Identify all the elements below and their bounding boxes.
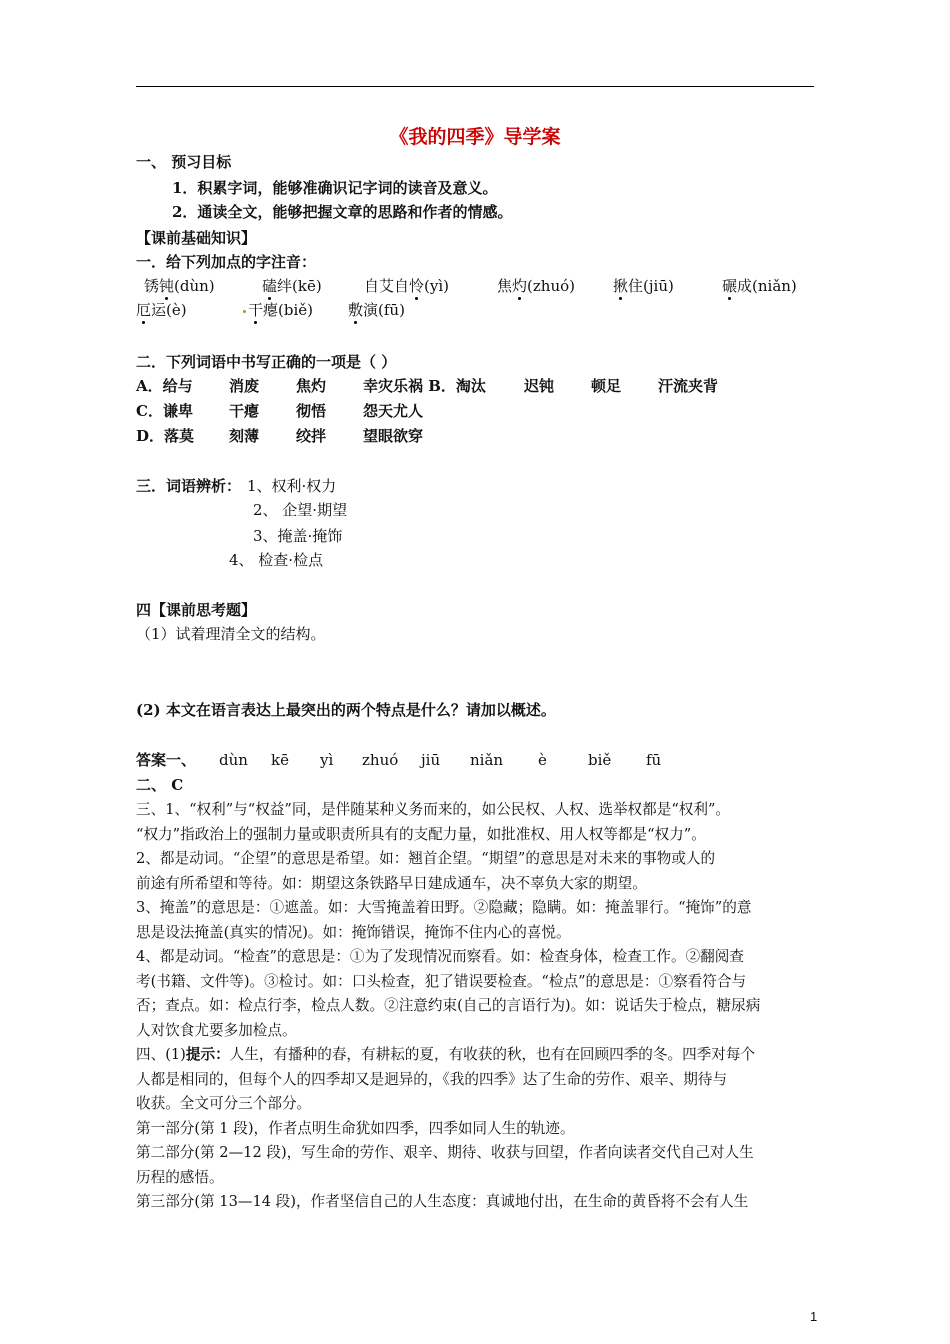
item-text: 演(fū) — [363, 301, 405, 319]
answer-line: 考(书籍、文件等)。③检讨。如：口头检查，犯了错误要检查。“检点”的意思是：①察看符合与 — [136, 973, 747, 990]
answer-line: 前途有所希望和等待。如：期望这条铁路早日建成通车，决不辜负大家的期望。 — [136, 875, 647, 892]
dotted-char: 碾 — [722, 277, 738, 295]
pinyin-item — [364, 276, 449, 296]
dotted-char: 敷 — [348, 301, 364, 319]
item-text: (dùn) — [174, 277, 215, 295]
item-text: 瘪(biě) — [263, 301, 313, 319]
option-d-word: 刻薄 — [229, 427, 260, 445]
option-a-word: 迟钝 — [524, 377, 555, 395]
pinyin-item — [262, 276, 322, 296]
option-c-word: 怨天尤人 — [363, 402, 424, 420]
q3-item-2: 2、 企望·期望 — [253, 501, 348, 519]
item-text: 自艾自 — [364, 277, 410, 295]
answer-1-label: 答案一、 — [136, 751, 197, 769]
answer-line: 否；查点。如：检点行李，检点人数。②注意约束(自己的言语行为)。如：说话失于检点，糖尿病 — [136, 997, 761, 1014]
dotted-char: 磕 — [262, 277, 278, 295]
q3-heading: 三．词语辨析： — [136, 477, 242, 495]
basics-heading: 【课前基础知识】 — [136, 229, 257, 247]
dotted-char: 厄 — [136, 301, 152, 319]
option-a-word: 焦灼 — [296, 377, 327, 395]
goal-1: 1．积累字词，能够准确识记字词的读音及意义。 — [172, 179, 498, 197]
item-text: 运(è) — [151, 301, 187, 319]
answer-pinyin: niǎn — [470, 751, 504, 769]
option-a-word: A．给与 — [136, 377, 193, 395]
dotted-char: 灼 — [512, 277, 528, 295]
q3-item-1: 1、权利·权力 — [247, 477, 337, 495]
answer-pinyin: jiū — [421, 751, 441, 769]
answer-line: 人对饮食尤要多加检点。 — [136, 1022, 297, 1039]
pinyin-item — [136, 300, 187, 320]
option-a-word: 幸灾乐祸 B．淘汰 — [363, 377, 486, 395]
answer-line: 三、1、“权利”与“权益”同，是伴随某种义务而来的，如公民权、人权、选举权都是“权利”。 — [136, 801, 731, 818]
dotted-char: 钝 — [159, 277, 175, 295]
answer-pinyin: è — [538, 751, 547, 769]
answer-line: “权力”指政治上的强制力量或职责所具有的支配力量，如批准权、用人权等都是“权力”。 — [136, 826, 706, 843]
item-text: 住(jiū) — [628, 277, 674, 295]
answer-line: 4、都是动词。“检查”的意思是：①为了发现情况而察看。如：检查身体，检查工作。②翻阅查 — [136, 948, 744, 965]
answer-4-text: 人生，有播种的春，有耕耘的夏，有收获的秋，也有在回顾四季的冬。四季对每个 — [229, 1046, 756, 1063]
page-title: 《我的四季》导学案 — [389, 126, 561, 148]
q4-sub-2: (2) 本文在语言表达上最突出的两个特点是什么？请加以概述。 — [136, 701, 556, 719]
item-text: 焦 — [497, 277, 513, 295]
answer-pinyin: zhuó — [362, 751, 399, 769]
pinyin-item — [243, 300, 313, 320]
item-text: (yì) — [424, 277, 450, 295]
answer-line: 3、掩盖”的意思是：①遮盖。如：大雪掩盖着田野。②隐藏；隐瞒。如：掩盖罪行。“掩饰”的意 — [136, 899, 752, 916]
answer-pinyin: dùn — [219, 751, 248, 769]
answer-line: 历程的感悟。 — [136, 1169, 224, 1186]
item-text: 成(niǎn) — [737, 277, 797, 295]
answer-line: 人都是相同的，但每个人的四季却又是迥异的，《我的四季》达了生命的劳作、艰辛、期待与 — [136, 1071, 728, 1088]
sec1-heading: 一、 预习目标 — [136, 153, 232, 171]
answer-4-first-line — [136, 1045, 755, 1065]
option-d-word: 望眼欲穿 — [363, 427, 424, 445]
q4-sub-1: （1）试着理清全文的结构。 — [136, 625, 326, 643]
answer-2: 二、 C — [136, 776, 184, 794]
page-number: 1 — [810, 1309, 818, 1324]
option-d-word: D．落莫 — [136, 427, 195, 445]
answer-line: 第二部分(第 2—12 段)，写生命的劳作、艰辛、期待、收获与回望，作者向读者交代自己对人生 — [136, 1144, 754, 1161]
answer-line: 第三部分(第 13—14 段)，作者坚信自己的人生态度：真诚地付出，在生命的黄昏将不会有人生 — [136, 1193, 749, 1210]
answer-line: 第一部分(第 1 段)，作者点明生命犹如四季，四季如同人生的轨迹。 — [136, 1120, 575, 1137]
q1-heading: 一．给下列加点的字注音： — [136, 253, 317, 271]
dotted-char: 揪 — [613, 277, 629, 295]
option-c-word: 干瘪 — [229, 402, 260, 420]
option-a-word: 顿足 — [591, 377, 622, 395]
dotted-char: 怜 — [409, 277, 425, 295]
pinyin-item — [144, 276, 215, 296]
option-d-word: 绞拌 — [296, 427, 327, 445]
goal-2: 2．通读全文，能够把握文章的思路和作者的情感。 — [172, 203, 513, 221]
pinyin-item — [722, 276, 797, 296]
q2-heading: 二．下列词语中书写正确的一项是（ ） — [136, 353, 397, 371]
answer-line: 收获。全文可分三个部分。 — [136, 1095, 312, 1112]
header-rule — [136, 86, 814, 87]
hint-label: 提示： — [185, 1046, 230, 1063]
answer-4-prefix: 四、(1) — [136, 1046, 186, 1063]
pinyin-item — [348, 300, 405, 320]
option-c-word: 彻悟 — [296, 402, 327, 420]
q3-item-3: 3、掩盖·掩饰 — [253, 527, 343, 545]
answer-pinyin: kē — [271, 751, 289, 769]
option-c-word: C．谦卑 — [136, 402, 193, 420]
dotted-char: 干 — [248, 301, 264, 319]
item-text: 锈 — [144, 277, 160, 295]
answer-pinyin: fū — [646, 751, 662, 769]
option-a-word: 消废 — [229, 377, 260, 395]
item-text: (zhuó) — [527, 277, 575, 295]
answer-pinyin: yì — [320, 751, 334, 769]
item-text: 绊(kē) — [277, 277, 322, 295]
q3-item-4: 4、 检查·检点 — [229, 551, 324, 569]
option-a-word: 汗流夹背 — [658, 377, 719, 395]
pinyin-item — [613, 276, 674, 296]
q4-heading: 四【课前思考题】 — [136, 601, 257, 619]
answer-line: 2、都是动词。“企望”的意思是希望。如：翘首企望。“期望”的意思是对未来的事物或人的 — [136, 850, 716, 867]
answer-line: 思是设法掩盖(真实的情况)。如：掩饰错误，掩饰不住内心的喜悦。 — [136, 924, 571, 941]
pinyin-item — [497, 276, 575, 296]
answer-pinyin: biě — [588, 751, 612, 769]
marker-dot — [243, 310, 246, 313]
